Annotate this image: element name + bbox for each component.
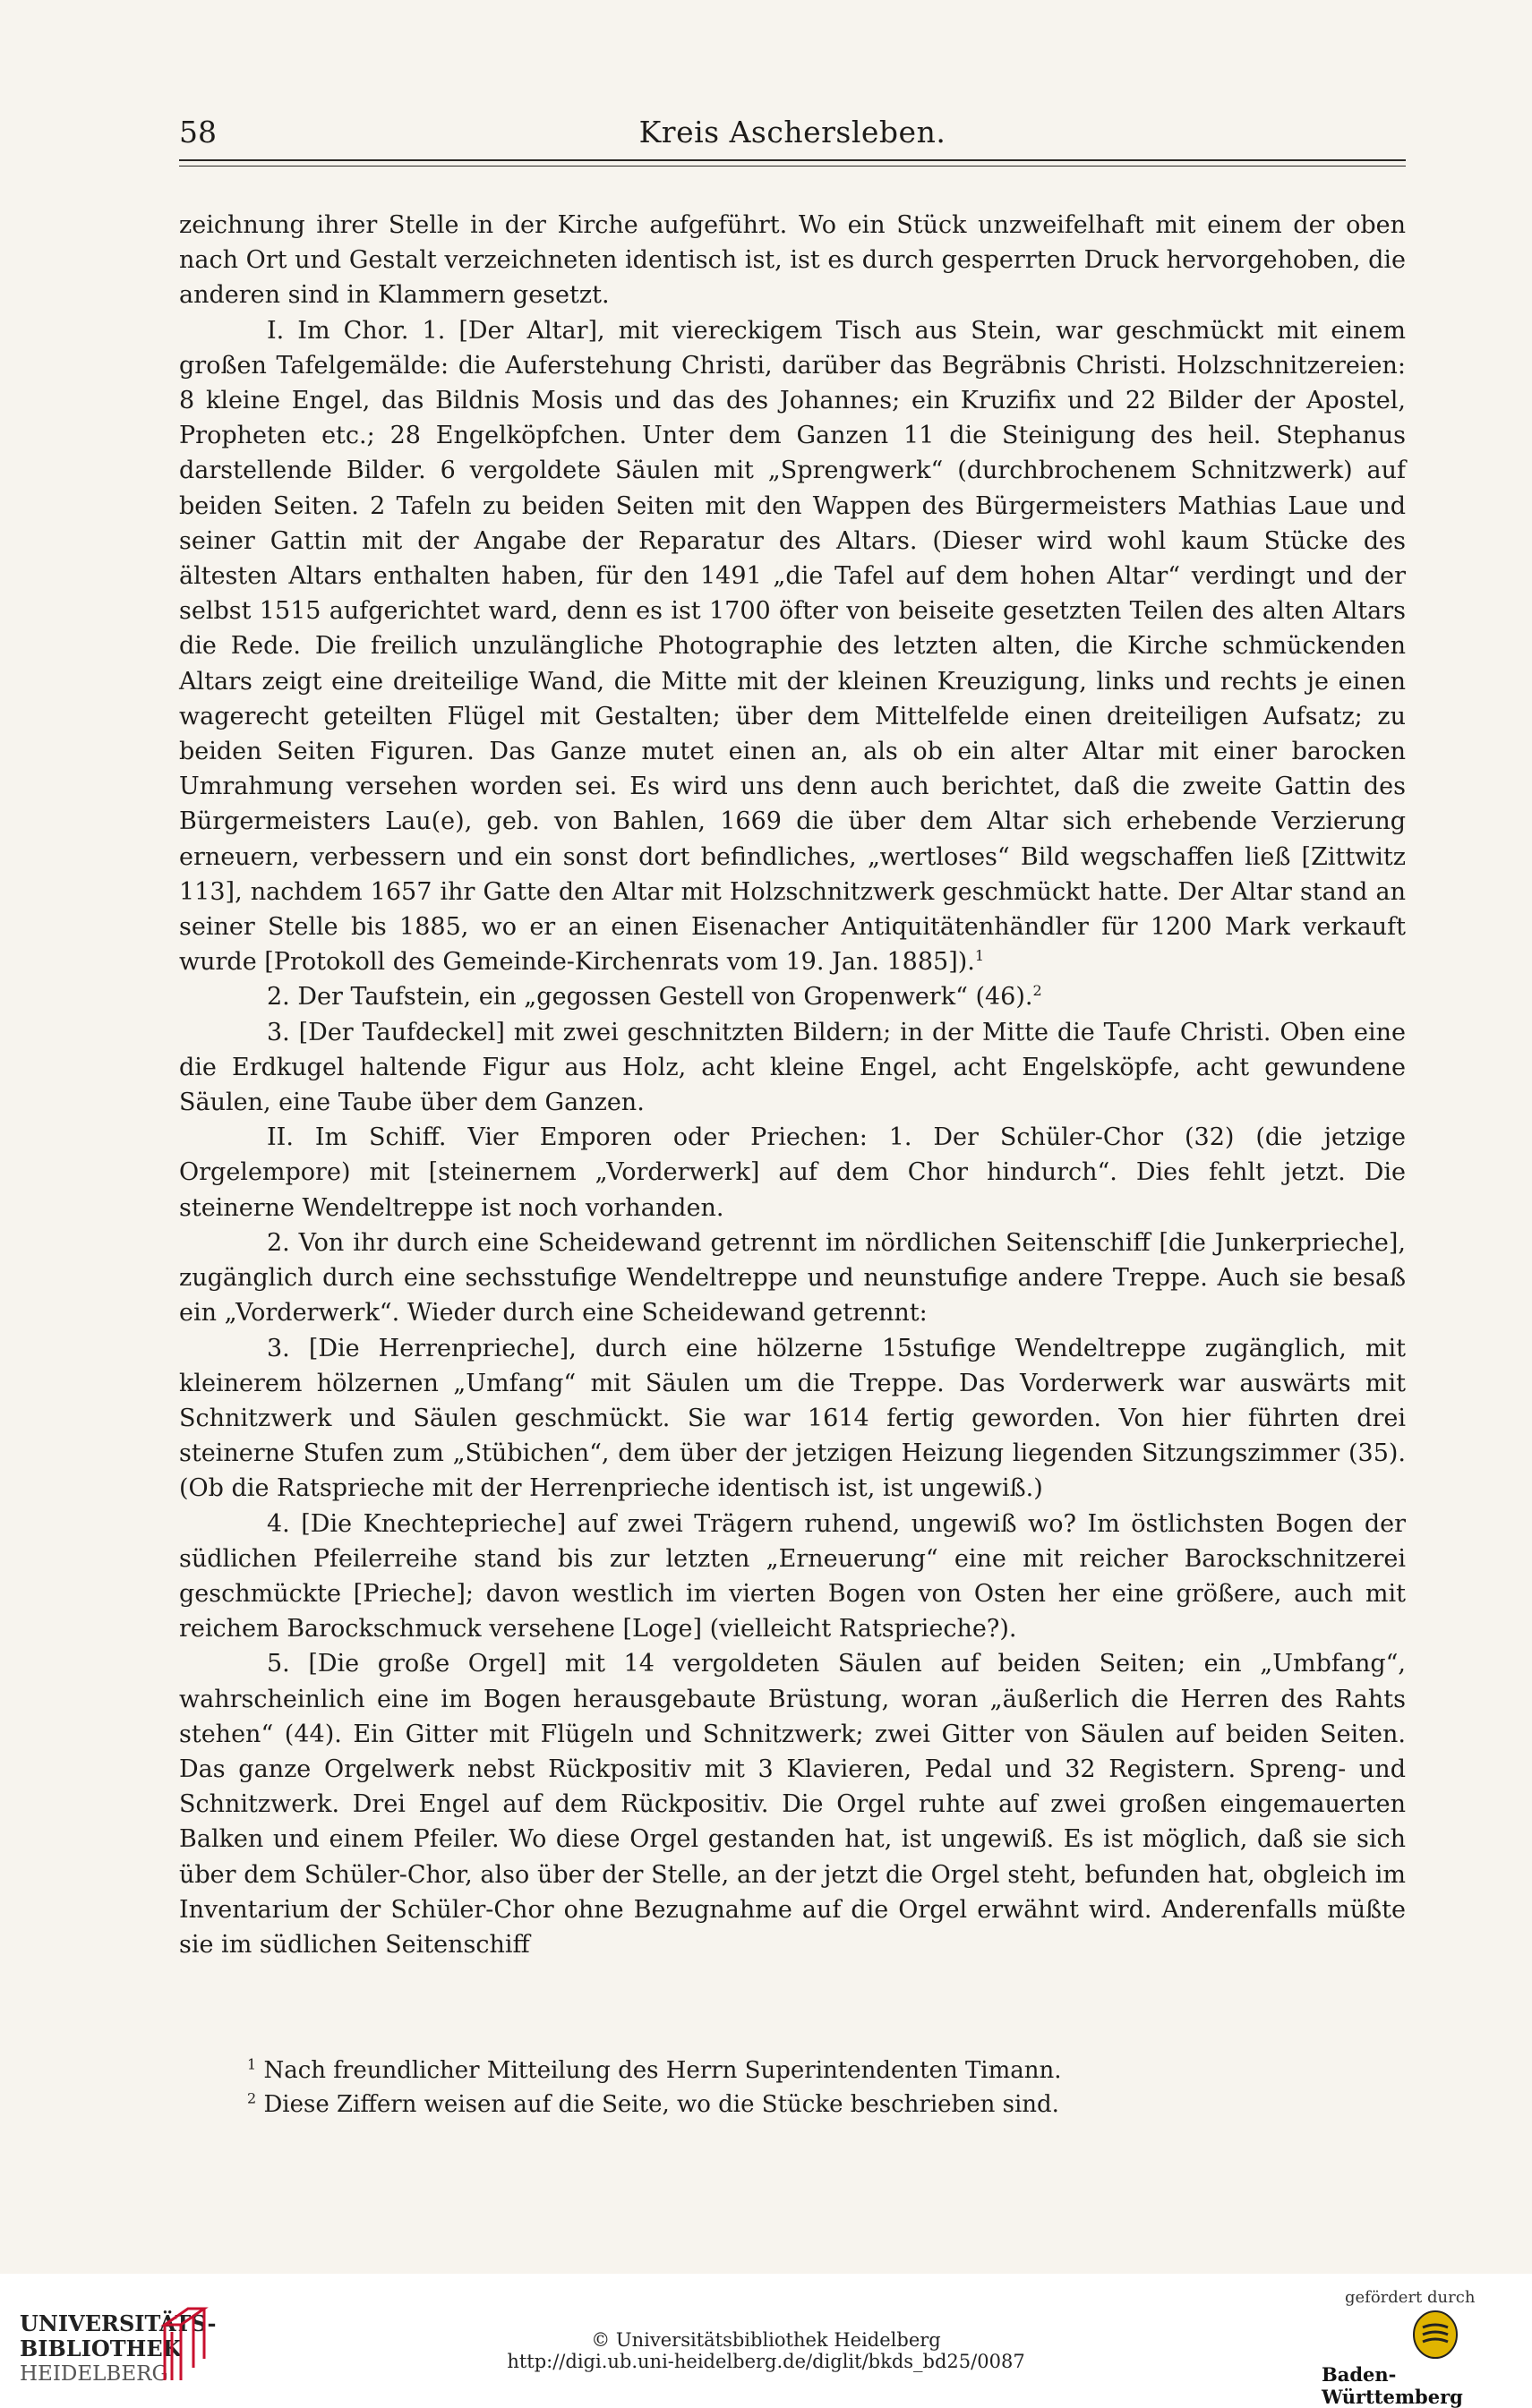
footnote-ref: 2 bbox=[1032, 982, 1042, 1000]
header-rule-thin bbox=[179, 166, 1406, 167]
footnotes bbox=[179, 2054, 1406, 2122]
footnote: $^2$ Diese Ziffern weisen auf die Seite, wo die Stücke beschrieben sind. bbox=[247, 2088, 1059, 2118]
header-rule bbox=[179, 159, 1406, 161]
sponsor-name: Baden-Württemberg bbox=[1322, 2363, 1463, 2408]
paragraph: 4. [Die Knechteprieche] auf zwei Trägern ruhend, ungewiß wo? Im östlichsten Bogen der südlichen Pfeilerreihe stand bis zur letzten „Erneuerung“ eine mit reicher Barockschnitzerei geschmückte [Prieche]; davon westlich im vierten Bogen von Osten her eine größere, auch mit reichem Barockschmuck versehene [Loge] (vielleicht Ratsprieche?). bbox=[179, 1509, 1406, 1644]
paragraph: I. Im Chor. 1. [Der Altar], mit viereckigem Tisch aus Stein, war geschmückt mit einem großen Tafelgemälde: die Auferstehung Christi, darüber das Begräbnis Christi. Holzschnitzereien: 8 kleine Engel, das Bildnis Mosis und das des Johannes; ein Kruzifix und 22 Bilder der Apostel, Propheten etc.; 28 Engelköpfchen. Unter dem Ganzen 11 die Steinigung des heil. Stephanus darstellende Bilder. 6 vergoldete Säulen mit „Sprengwerk“ (durchbrochenem Schnitzwerk) auf beiden Seiten. 2 Tafeln zu beiden Seiten mit den Wappen des Bürgermeisters Mathias Laue und seiner Gattin mit der Angabe der Reparatur des Altars. (Dieser wird wohl kaum Stücke des ältesten Altars enthalten haben, für den 1491 „die Tafel auf dem hohen Altar“ verdingt und der selbst 1515 aufgerichtet ward, denn es ist 1700 öfter von beiseite gesetzten Teilen des alten Altars die Rede. Die freilich unzulängliche Photographie des letzten alten, die Kirche schmückenden Altars zeigt eine dreiteilige Wand, die Mitte mit der kleinen Kreuzigung, links und rechts je einen wagerecht geteilten Flügel mit Gestalten; über dem Mittelfelde einen dreiteiligen Aufsatz; zu beiden Seiten Figuren. Das Ganze mutet einen an, als ob ein alter Altar mit einer barocken Umrahmung versehen worden sei. Es wird uns denn auch berichtet, daß die zweite Gattin des Bürgermeisters Lau(e), geb. von Bahlen, 1669 die über dem Altar sich erhebende Verzierung erneuern, verbessern und ein sonst dort befindliches, „wertloses“ Bild wegschaffen ließ [Zittwitz 113], nachdem 1657 ihr Gatte den Altar mit Holzschnitzwerk geschmückt hatte. Der Altar stand an seiner Stelle bis 1885, wo er an einen Eisenacher Antiquitätenhändler für 1200 Mark verkauft wurde [Protokoll des Gemeinde-Kirchenrats vom 19. Jan. 1885]).$^1$ bbox=[179, 316, 1406, 977]
page-number: 58 bbox=[179, 115, 217, 149]
paragraph: 3. [Der Taufdeckel] mit zwei geschnitzten Bildern; in der Mitte die Taufe Christi. Oben eine die Erdkugel haltende Figur aus Holz, acht kleine Engel, acht Engelsköpfe, acht gewundene Säulen, eine Taube über dem Ganzen. bbox=[179, 1018, 1406, 1117]
footnote: $^1$ Nach freundlicher Mitteilung des Herrn Superintendenten Timann. bbox=[247, 2055, 1062, 2084]
coat-of-arms-icon bbox=[1412, 2308, 1459, 2361]
running-title: Kreis Aschersleben. bbox=[638, 115, 946, 149]
sponsor-label: gefördert durch bbox=[1345, 2288, 1476, 2307]
paragraph: II. Im Schiff. Vier Emporen oder Priechen: 1. Der Schüler-Chor (32) (die jetzige Orgelempore) mit [steinernem „Vorderwerk] auf dem Chor hindurch“. Dies fehlt jetzt. Die steinerne Wendeltreppe ist noch vorhanden. bbox=[179, 1123, 1406, 1222]
paragraph: 3. [Die Herrenprieche], durch eine hölzerne 15stufige Wendeltreppe zugänglich, mit kleinerem hölzernen „Umfang“ mit Säulen um die Treppe. Das Vorderwerk war auswärts mit Schnitzwerk und Säulen geschmückt. Sie war 1614 fertig geworden. Von hier führten drei steinerne Stufen zum „Stübichen“, dem über der jetzigen Heizung liegenden Sitzungszimmer (35). (Ob die Ratsprieche mit der Herrenprieche identisch ist, ist ungewiß.) bbox=[179, 1334, 1406, 1503]
paragraph: 2. Von ihr durch eine Scheidewand getrennt im nördlichen Seitenschiff [die Junkerprieche], zugänglich durch eine sechsstufige Wendeltreppe und neunstufige andere Treppe. Auch sie besaß ein „Vorderwerk“. Wieder durch eine Scheidewand getrennt: bbox=[179, 1228, 1406, 1328]
permalink[interactable]: http://digi.ub.uni-heidelberg.de/diglit/bkds_bd25/0087 bbox=[507, 2351, 1025, 2372]
copyright-notice: © Universitätsbibliothek Heidelberg http://digi.ub.uni-heidelberg.de/diglit/bkds_bd25/0087 bbox=[0, 2329, 1532, 2372]
paragraph: 2. Der Taufstein, ein „gegossen Gestell von Gropenwerk“ (46).$^2$ bbox=[267, 982, 1042, 1012]
library-logo[interactable]: UNIVERSITÄTS- BIBLIOTHEK HEIDELBERG bbox=[20, 2310, 217, 2386]
body-text bbox=[179, 208, 1406, 1962]
footnote-ref: 1 bbox=[974, 947, 985, 965]
paragraph: zeichnung ihrer Stelle in der Kirche aufgeführt. Wo ein Stück unzweifelhaft mit einem der oben nach Ort und Gestalt verzeichneten identisch ist, ist es durch gesperrten Druck hervorgehoben, die anderen sind in Klammern gesetzt. bbox=[179, 211, 1406, 310]
paragraph: 5. [Die große Orgel] mit 14 vergoldeten Säulen auf beiden Seiten; ein „Umbfang“, wahrscheinlich eine im Bogen herausgebaute Brüstung, woran „äußerlich die Herren des Rahts stehen“ (44). Ein Gitter mit Flügeln und Schnitzwerk; zwei Gitter von Säulen auf beiden Seiten. Das ganze Orgelwerk nebst Rückpositiv mit 3 Klavieren, Pedal und 32 Registern. Spreng- und Schnitzwerk. Drei Engel auf dem Rückpositiv. Die Orgel ruhte auf zwei großen eingemauerten Balken und einem Pfeiler. Wo diese Orgel gestanden hat, ist ungewiß. Es ist möglich, daß sie sich über dem Schüler-Chor, also über der Stelle, an der jetzt die Orgel steht, befunden hat, obgleich im Inventarium der Schüler-Chor ohne Bezugnahme auf die Orgel erwähnt wird. Anderenfalls müßte sie im südlichen Seitenschiff bbox=[179, 1650, 1406, 1959]
